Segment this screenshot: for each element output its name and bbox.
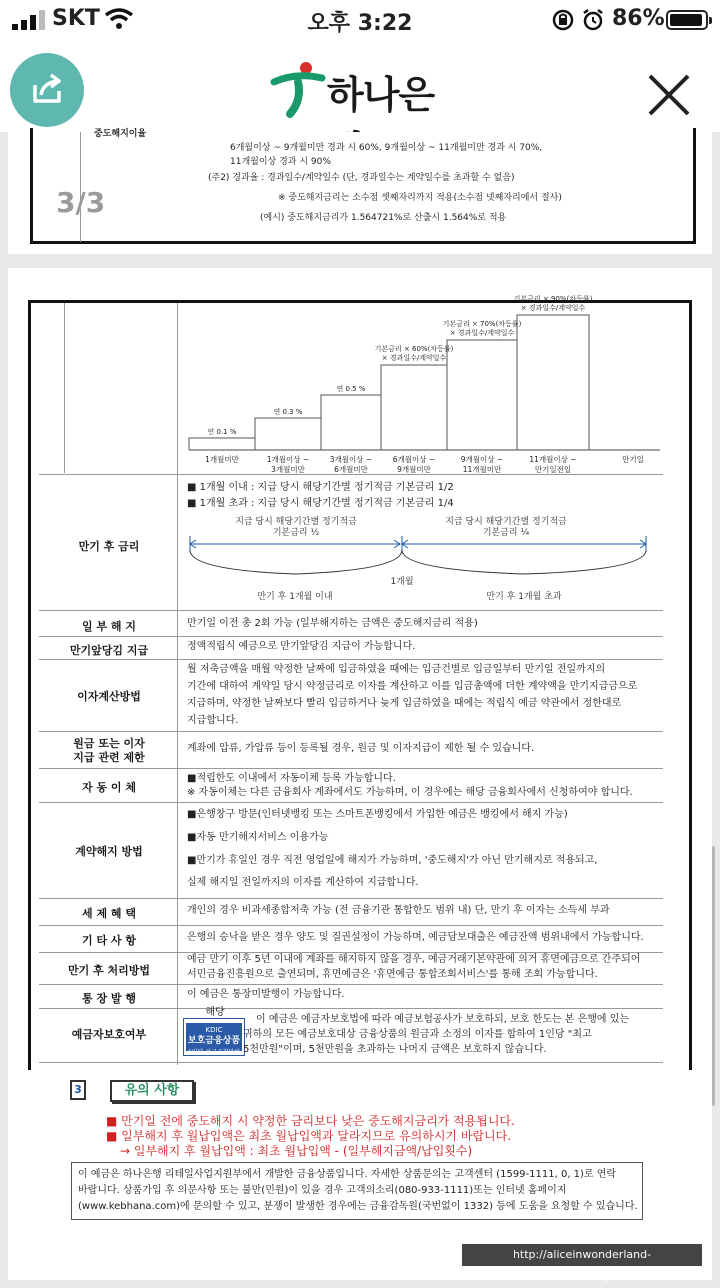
step-label: 연 0.5 %: [336, 385, 366, 393]
rotation-lock-icon: [551, 8, 575, 32]
maturity-rate-line: ■ 1개월 이내 : 지급 당시 해당기간별 정기적금 기본금리 1/2: [187, 482, 454, 493]
rate-step-chart: [185, 295, 665, 475]
brace-right-bottom: 만기 후 1개월 초과: [486, 592, 562, 602]
page-indicator: 3/3: [56, 186, 106, 219]
row-label-early: 만기앞당김 지급: [69, 644, 149, 657]
notice-line: (www.kebhana.com)에 문의할 수 있고, 분쟁이 발생한 경우에는 금융감독원(국번없이 1332) 등에 도움을 요청할 수 있습니다.: [78, 1201, 638, 1212]
step-label: 연 0.3 %: [273, 408, 303, 416]
limit-text: 계좌에 압류, 가압류 등이 등록될 경우, 원금 및 이자지급이 제한 될 수 있습니다.: [187, 743, 535, 754]
step-bar: [321, 395, 381, 450]
brace-right-top: 지급 당시 해당기간별 정기적금: [445, 517, 567, 527]
x-tick-label: 11개월이상 ~: [529, 455, 577, 464]
step-label: × 경과일수/계약일수: [520, 304, 586, 312]
hana-logo-icon: [272, 60, 324, 116]
badge-brand: KDIC: [205, 1026, 223, 1034]
badge-top-label: 해당: [205, 1007, 225, 1018]
step-label: × 경과일수/계약일수: [449, 329, 515, 337]
interest-line: 지급하며, 약정한 날짜보다 빨리 입금하거나 늦게 입금하였을 때에는 적립식 예금 약관에서 정한대로: [187, 698, 622, 709]
x-tick-label: 3개월미만: [271, 465, 305, 474]
auto-line: ■적립한도 이내에서 자동이체 등록 가능합니다.: [187, 773, 396, 784]
scroll-indicator[interactable]: [712, 846, 715, 1106]
brace-right: [402, 550, 646, 574]
app-header: [0, 40, 720, 132]
cancel-line: ■은행창구 방문(인터넷뱅킹 또는 스마트폰뱅킹에서 가입한 예금은 뱅킹에서 해지 가능): [187, 809, 568, 820]
blog-watermark: http://aliceinwonderland-980414.tistory.com: [462, 1244, 702, 1266]
x-tick-label: 만기일전일: [534, 465, 572, 474]
brace-left: [190, 550, 402, 574]
after-line: 서민금융진흥원으로 출연되며, 휴면예금은 '휴면예금 통합조회서비스'를 통해 조회 가능합니다.: [187, 969, 598, 980]
x-tick-label: 9개월미만: [397, 465, 431, 474]
row-label-tax: 세 제 혜 택: [82, 907, 136, 920]
brace-left-top: 지급 당시 해당기간별 정기적금: [235, 517, 357, 527]
page1-line: (예시) 중도해지금리가 1.564721%로 산출시 1.564%로 적용: [260, 213, 507, 223]
step-label: 기본금리 × 90%(차등률): [513, 295, 593, 303]
share-button[interactable]: [10, 53, 84, 127]
close-icon[interactable]: [646, 72, 692, 118]
warning-line: ■ 만기일 전에 중도해지 시 약정한 금리보다 낮은 중도해지금리가 적용됩니다.: [106, 1114, 515, 1128]
interest-line: 기간에 대하여 계약일 당시 약정금리로 이자를 계산하고 이를 입금총액에 더한 계약액을 만기지급금으로: [187, 681, 638, 692]
maturity-rate-line: ■ 1개월 초과 : 지급 당시 해당기간별 정기적금 기본금리 1/4: [187, 498, 454, 509]
contact-notice-box: [71, 1162, 643, 1220]
after-line: 예금 만기 이후 5년 이내에 계좌를 해지하지 않을 경우, 예금거래기본약관에 의거 휴면예금으로 간주되어: [187, 954, 641, 965]
step-label: 기본금리 × 70%(차등률): [442, 320, 522, 328]
row-label-interest: 이자계산방법: [77, 690, 141, 703]
badge-sub: 1인당 최고 5천만원: [187, 1049, 241, 1056]
step-bar: [381, 365, 447, 450]
protect-line: 5천만원"이며, 5천만원을 초과하는 나머지 금액은 보호하지 않습니다.: [243, 1044, 547, 1055]
x-tick-label: 3개월이상 ~: [329, 455, 373, 464]
protect-line: 귀하의 모든 예금보호대상 금융상품의 원금과 소정의 이자를 합하여 1인당 "최고: [243, 1029, 592, 1040]
x-tick-label: 1개월미만: [205, 455, 239, 464]
row-label-etc: 기 타 사 항: [82, 934, 136, 947]
brace-left-bottom: 만기 후 1개월 이내: [257, 592, 333, 602]
etc-text: 은행의 승낙을 받은 경우 양도 및 질권설정이 가능하며, 예금담보대출은 예금잔액 범위내에서 가능합니다.: [187, 932, 644, 943]
brace-mid-label: 1개월: [390, 577, 414, 587]
tax-text: 개인의 경우 비과세종합저축 가능 (전 금융기관 통합한도 범위 내) 단, 만기 후 이자는 소득세 부과: [187, 905, 610, 916]
row-label-limit: 원금 또는 이자: [73, 737, 145, 750]
warning-line: ■ 일부해지 후 월납입액은 최초 월납입액과 달라지므로 유의하시기 바랍니다.: [106, 1129, 512, 1143]
page1-line: 6개월이상 ~ 9개월미만 경과 시 60%, 9개월이상 ~ 11개월미만 경과 시 70%,: [230, 143, 543, 153]
row-label-limit: 지급 관련 제한: [73, 751, 145, 764]
row-label-auto: 자 동 이 체: [82, 781, 136, 794]
brace-left-top: 기본금리 ½: [272, 528, 320, 538]
row-label-passbook: 통 장 발 행: [82, 992, 136, 1005]
kdic-protection-badge: [183, 1007, 245, 1056]
notice-line: 이 예금은 하나은행 리테일사업지원부에서 개발한 금융상품입니다. 자세한 상품문의는 고객센터 (1599-1111, 0, 1)로 연락: [78, 1169, 617, 1180]
share-icon: [29, 71, 65, 107]
x-tick-label: 1개월이상 ~: [266, 455, 310, 464]
x-tick-label: 11개월미만: [462, 465, 502, 474]
interest-line: 지급합니다.: [187, 715, 239, 726]
early-text: 정액적립식 예금으로 만기앞당김 지급이 가능합니다.: [187, 641, 416, 652]
cancel-line: ■자동 만기해지서비스 이용가능: [187, 832, 329, 843]
step-bar: [447, 340, 517, 450]
protect-line: 이 예금은 예금자보호법에 따라 예금보험공사가 보호하되, 보호 한도는 본 은행에 있는: [256, 1014, 630, 1025]
x-tick-label: 6개월이상 ~: [392, 455, 436, 464]
row-label-partial: 일 부 해 지: [82, 620, 136, 633]
battery-percent: 86%: [612, 6, 665, 31]
bank-logo: [272, 58, 462, 118]
notice-line: 바랍니다. 상품가입 후 의문사항 또는 불만(민원)이 있을 경우 고객의소리(080-933-1111)또는 인터넷 홈페이지: [78, 1185, 567, 1196]
section-title: 유의 사항: [110, 1080, 194, 1102]
x-tick-label: 6개월미만: [334, 465, 368, 474]
brace-right-top: 기본금리 ¼: [482, 528, 530, 538]
cancel-line: 실제 해지일 전일까지의 이자를 계산하여 지급합니다.: [187, 877, 419, 888]
row-label-cancel: 계약해지 방법: [75, 845, 143, 858]
interest-line: 월 저축금액을 매월 약정한 날짜에 입금하였을 때에는 입금건별로 입금일부터 만기일 전일까지의: [187, 664, 606, 675]
warning-line: → 일부해지 후 월납입액 : 최초 월납입액 - (일부해지금액/납입횟수): [120, 1144, 473, 1158]
step-label: × 경과일수/계약일수: [381, 354, 447, 362]
battery-icon: [666, 10, 708, 30]
passbook-text: 이 예금은 통장미발행이 가능합니다.: [187, 989, 345, 1000]
section-number: 3: [70, 1080, 86, 1100]
document-page-1: [8, 129, 712, 254]
clock: 오후 3:22: [307, 11, 413, 36]
row-label-maturity-rate: 만기 후 금리: [78, 540, 140, 553]
badge-main: 보호금융상품: [187, 1036, 241, 1046]
alarm-icon: [581, 8, 605, 32]
logo-text: 하나은: [327, 73, 435, 117]
step-bar: [517, 315, 589, 450]
partial-text: 만기일 이전 총 2회 가능 (일부해지하는 금액은 중도해지금리 적용): [187, 618, 478, 629]
page1-row-label: 중도해지이율: [94, 129, 147, 139]
status-bar: [0, 0, 720, 40]
page1-line: 11개월이상 경과 시 90%: [230, 157, 331, 167]
auto-line: ※ 자동이체는 다른 금융회사 계좌에서도 가능하며, 이 경우에는 해당 금융회사에서 신청하여야 합니다.: [187, 787, 633, 798]
carrier-name: SKT: [52, 6, 100, 31]
step-label: 기본금리 × 60%(차등률): [374, 345, 454, 353]
row-label-protect: 예금자보호여부: [71, 1028, 147, 1041]
page1-line: ※ 중도해지금리는 소수점 셋째자리까지 적용(소수점 넷째자리에서 절사): [278, 193, 562, 203]
step-bar: [189, 438, 255, 450]
x-tick-label: 만기일: [622, 455, 644, 464]
cancel-line: ■만기가 휴일인 경우 직전 영업일에 해지가 가능하며, '중도해지'가 아닌 만기해지로 적용되고,: [187, 855, 598, 866]
x-tick-label: 9개월이상 ~: [460, 455, 504, 464]
row-label-after: 만기 후 처리방법: [67, 964, 151, 977]
page1-line: (주2) 경과율 : 경과일수/계약일수 (단, 경과일수는 계약일수를 초과할 수 없음): [208, 173, 515, 183]
maturity-rate-diagram: [188, 510, 648, 606]
step-bar: [255, 418, 321, 450]
step-label: 연 0.1 %: [207, 428, 237, 436]
